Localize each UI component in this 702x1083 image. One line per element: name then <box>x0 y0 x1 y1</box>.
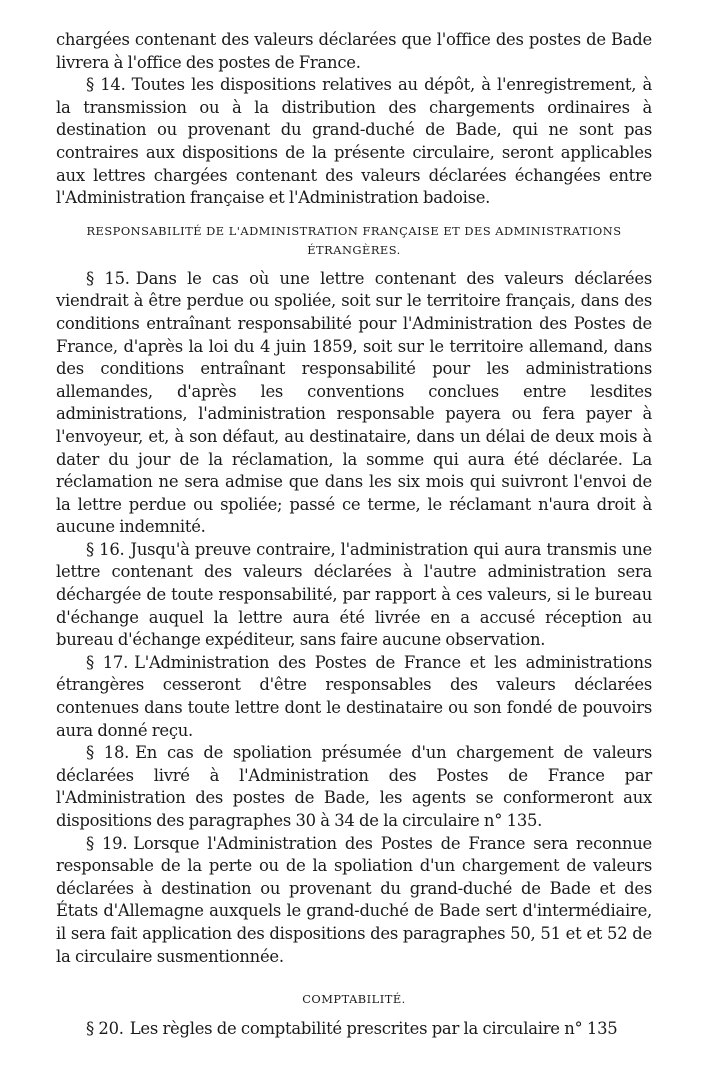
paragraph-14 <box>56 74 652 210</box>
section-number: § 14. <box>86 75 126 95</box>
paragraph-17 <box>56 652 652 742</box>
paragraph-carryover: chargées contenant des valeurs déclarées que l'office des postes de Bade livrera à l'office des postes de France. <box>56 30 652 72</box>
paragraph-text: Jusqu'à preuve contraire, l'administration qui aura transmis une lettre contenant des valeurs déclarées à l'autre administration sera déchargée de toute responsabilité, par rapport à ces valeurs, si le bureau d'échange auquel la lettre aura été livrée en a accusé réception au bureau d'échange expéditeur, sans faire aucune observation. <box>56 539 652 650</box>
section-heading-comptabilite: COMPTABILITÉ. <box>302 992 406 1007</box>
paragraph-18 <box>56 742 652 832</box>
section-number: § 16. <box>86 539 125 559</box>
paragraph-20 <box>56 1018 652 1041</box>
section-number: § 17. <box>86 652 129 672</box>
paragraph-text: Toutes les dispositions relatives au dépôt, à l'enregistrement, à la transmission ou à la distribution des chargements ordinaires à destination ou provenant du grand-duché de Bade, qui ne sont pas contraires aux dispositions de la présente circulaire, seront applicables aux lettres chargées contenant des valeurs déclarées échangées entre l'Administration française et l'Administration badoise. <box>56 75 652 208</box>
section-number: § 18. <box>86 743 130 763</box>
paragraph-text: Lorsque l'Administration des Postes de France sera reconnue responsable de la perte ou de la spoliation d'un chargement de valeurs déclarées à destination ou provenant du grand-duché de Bade et des États d'Allemagne auxquels le grand-duché de Bade sert d'intermédiaire, il sera fait application des dispositions des paragraphes 50, 51 et et 52 de la circulaire susmentionnée. <box>56 833 652 966</box>
paragraph-text: Les règles de comptabilité prescrites par la circulaire n° 135 <box>129 1019 618 1039</box>
section-number: § 15. <box>86 268 130 288</box>
paragraph-text: Dans le cas où une lettre contenant des valeurs déclarées viendrait à être perdue ou spoliée, soit sur le territoire français, dans des conditions entraînant responsabilité pour l'Administration des Postes de France, d'après la loi du 4 juin 1859, soit sur le territoire allemand, dans des conditions entraînant responsabilité pour les administrations allemandes, d'après les conventions conclues entre lesdites administrations, l'administration responsable payera ou fera payer à l'envoyeur, et, à son défaut, au destinataire, dans un délai de deux mois à dater du jour de la réclamation, la somme qui aura été déclarée. La réclamation ne sera admise que dans les six mois qui suivront l'envoi de la lettre perdue ou spoliée; passé ce terme, le réclamant n'aura droit à aucune indemnité. <box>56 268 652 537</box>
section-heading-responsabilite: RESPONSABILITÉ DE L'ADMINISTRATION FRANÇAISE ET DES ADMINISTRATIONS ÉTRANGÈRES. <box>86 223 622 257</box>
paragraph-16 <box>56 539 652 652</box>
paragraph-text: En cas de spoliation présumée d'un chargement de valeurs déclarées livré à l'Administration des Postes de France par l'Administration des postes de Bade, les agents se conformeront aux dispositions des paragraphes 30 à 34 de la circulaire n° 135. <box>56 743 652 830</box>
paragraph-19 <box>56 833 652 969</box>
section-number: § 20. <box>86 1019 124 1039</box>
paragraph-text: L'Administration des Postes de France et les administrations étrangères cesseront d'être responsables des valeurs déclarées contenues dans toute lettre dont le destinataire ou son fondé de pouvoirs aura donné reçu. <box>56 652 652 740</box>
paragraph-15 <box>56 268 652 539</box>
section-number: § 19. <box>86 833 128 853</box>
